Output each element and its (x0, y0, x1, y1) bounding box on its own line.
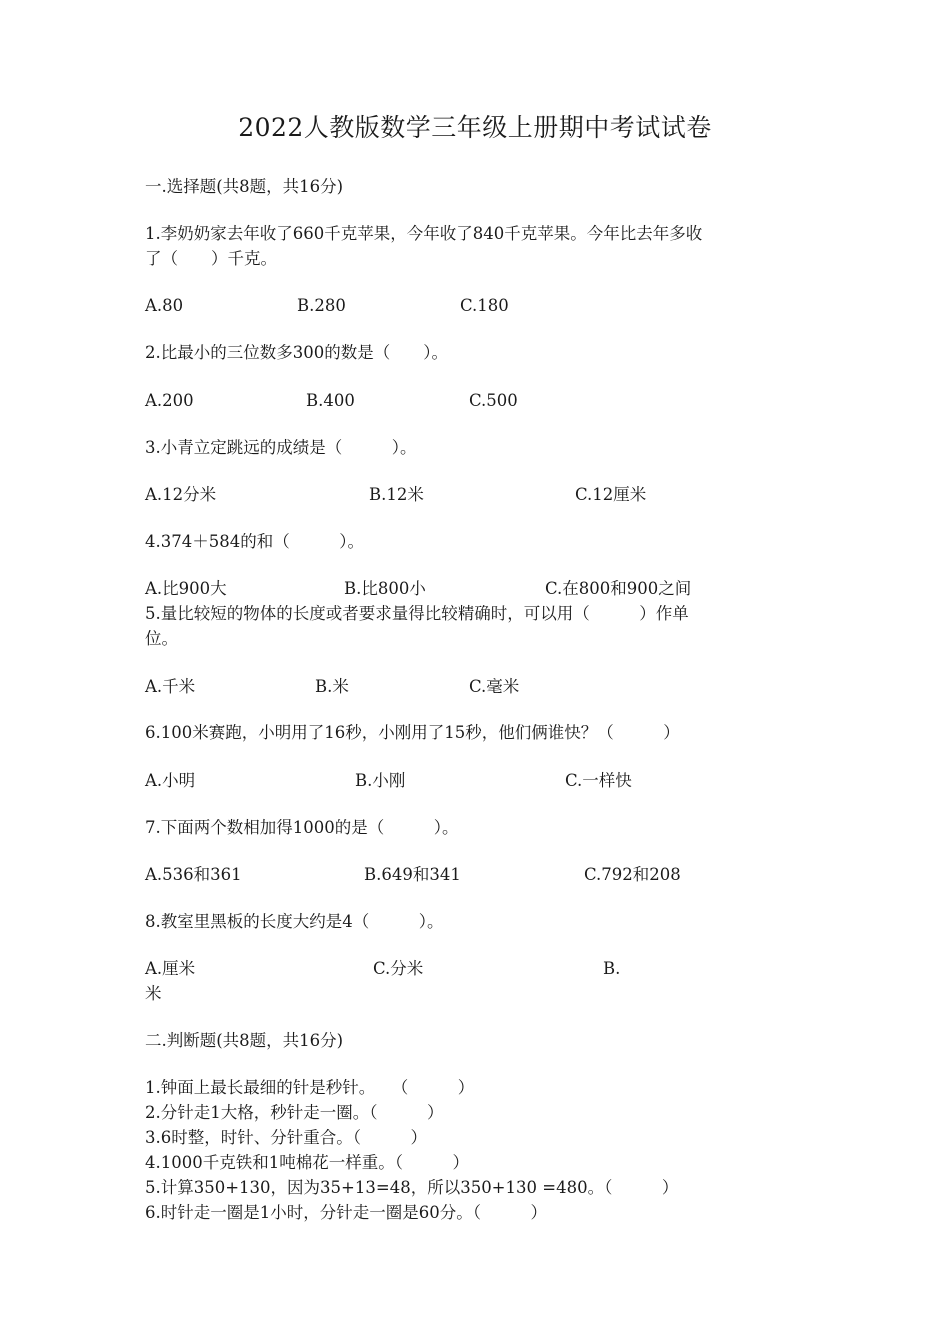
question-4: 4.374＋584的和（ ）。 (145, 532, 364, 551)
question-5-option-a: A.千米 (145, 677, 196, 696)
question-8-option-b-wrap: 米 (145, 984, 162, 1003)
question-2-option-c: C.500 (469, 391, 518, 410)
question-1-option-c: C.180 (460, 296, 509, 315)
question-2-option-a: A.200 (145, 391, 194, 410)
question-4-option-b: B.比800小 (344, 579, 426, 598)
question-5-option-b: B.米 (315, 677, 349, 696)
question-1-option-a: A.80 (145, 296, 184, 315)
question-8: 8.教室里黑板的长度大约是4（ ）。 (145, 912, 444, 931)
question-7: 7.下面两个数相加得1000的是（ ）。 (145, 818, 459, 837)
question-2: 2.比最小的三位数多300的数是（ ）。 (145, 343, 448, 362)
question-1-line-1: 1.李奶奶家去年收了660千克苹果，今年收了840千克苹果。今年比去年多收 (145, 224, 703, 243)
question-5-line-1: 5.量比较短的物体的长度或者要求量得比较精确时，可以用（ ）作单 (145, 604, 689, 623)
question-1-option-b: B.280 (297, 296, 346, 315)
question-8-option-c: C.分米 (373, 959, 424, 978)
question-7-option-a: A.536和361 (145, 865, 242, 884)
exam-title: 2022人教版数学三年级上册期中考试试卷 (238, 113, 712, 142)
question-1-line-2: 了（ ）千克。 (145, 249, 277, 268)
question-3-option-a: A.12分米 (145, 485, 217, 504)
question-4-option-c: C.在800和900之间 (545, 579, 692, 598)
section-heading-choice: 一.选择题(共8题，共16分) (145, 177, 344, 196)
question-5-option-c: C.毫米 (469, 677, 520, 696)
judgement-item-3: 3.6时整，时针、分针重合。（ ） (145, 1128, 427, 1147)
question-3-option-c: C.12厘米 (575, 485, 647, 504)
section-heading-judgement: 二.判断题(共8题，共16分) (145, 1031, 344, 1050)
question-7-option-b: B.649和341 (364, 865, 461, 884)
question-4-option-a: A.比900大 (145, 579, 227, 598)
question-6-option-c: C.一样快 (565, 771, 632, 790)
question-7-option-c: C.792和208 (584, 865, 681, 884)
question-3-option-b: B.12米 (369, 485, 424, 504)
question-5-line-2: 位。 (145, 629, 178, 648)
judgement-item-1: 1.钟面上最长最细的针是秒针。 （ ） (145, 1078, 475, 1097)
question-6-option-a: A.小明 (145, 771, 196, 790)
question-3: 3.小青立定跳远的成绩是（ ）。 (145, 438, 417, 457)
question-2-option-b: B.400 (306, 391, 355, 410)
judgement-item-2: 2.分针走1大格，秒针走一圈。（ ） (145, 1103, 444, 1122)
judgement-item-4: 4.1000千克铁和1吨棉花一样重。（ ） (145, 1153, 469, 1172)
question-6-option-b: B.小刚 (355, 771, 406, 790)
question-6: 6.100米赛跑，小明用了16秒，小刚用了15秒，他们俩谁快？（ ） (145, 723, 680, 742)
question-8-option-b: B. (603, 959, 621, 978)
judgement-item-6: 6.时针走一圈是1小时，分针走一圈是60分。（ ） (145, 1203, 547, 1222)
question-8-option-a: A.厘米 (145, 959, 196, 978)
judgement-item-5: 5.计算350+130，因为35+13=48，所以350+130 =480。（ ） (145, 1178, 679, 1197)
